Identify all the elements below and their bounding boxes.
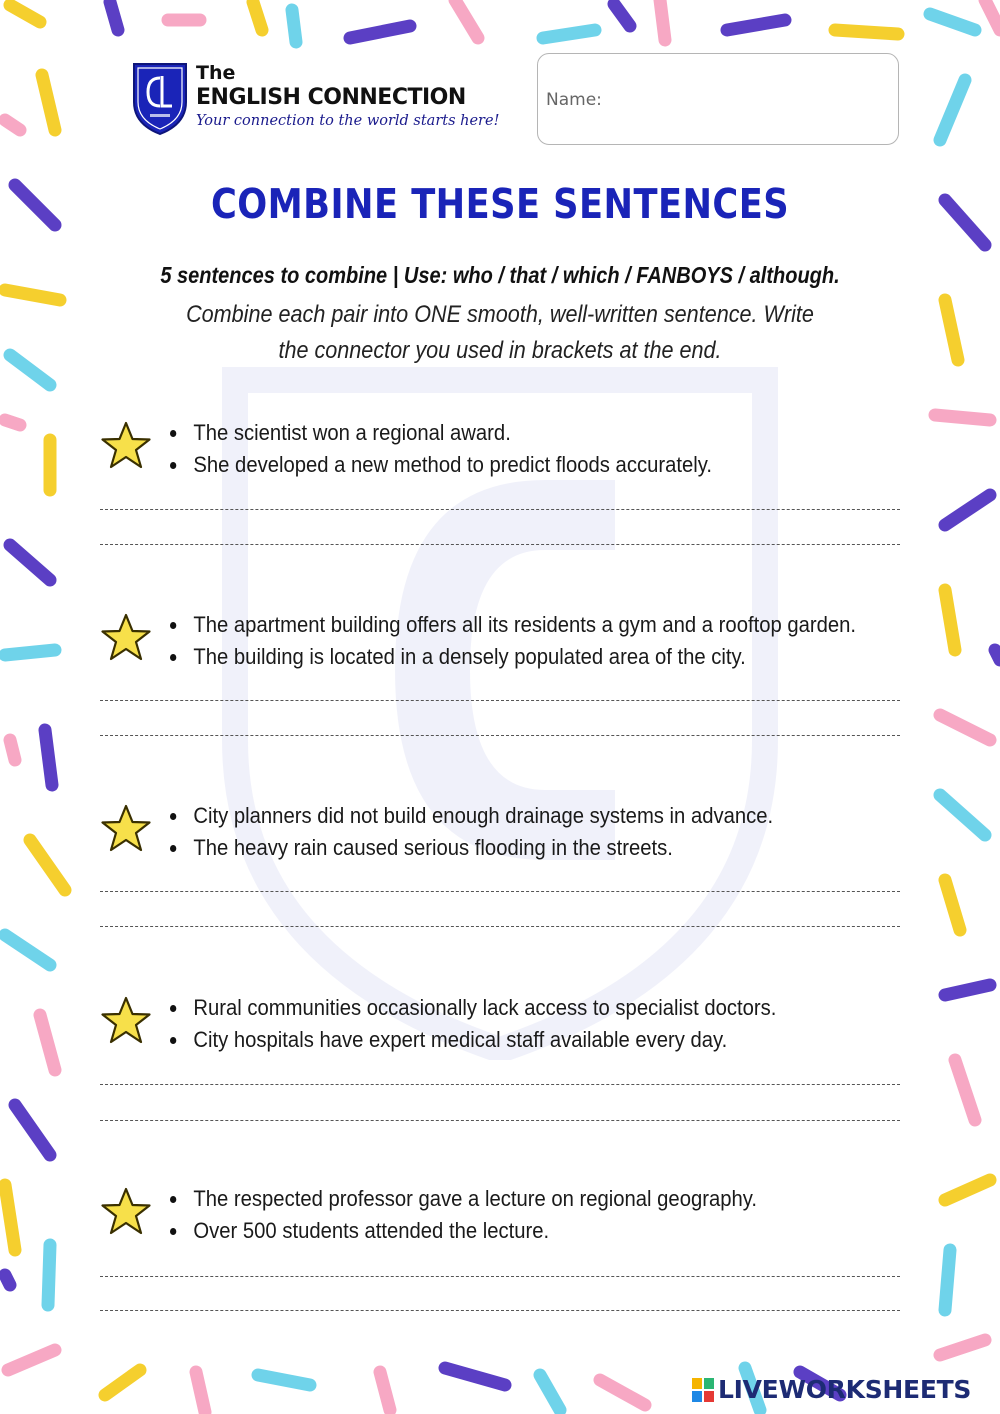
- sprinkle: [945, 200, 985, 245]
- sprinkle: [15, 185, 55, 225]
- shield-logo-icon: [132, 62, 188, 136]
- instructions-text: Combine each pair into ONE smooth, well-written sentence. Write the connector you used in brackets at the end.: [186, 301, 814, 364]
- sprinkle: [945, 985, 990, 995]
- sprinkle: [350, 26, 410, 38]
- sprinkle: [5, 935, 50, 965]
- sprinkle: [196, 1372, 205, 1412]
- liveworksheets-logo-icon: [692, 1378, 714, 1402]
- sprinkle: [940, 1340, 985, 1355]
- sentence-b: Over 500 students attended the lecture.: [170, 1215, 757, 1247]
- sprinkle: [940, 80, 965, 140]
- sprinkle: [930, 14, 975, 30]
- sprinkle: [835, 30, 898, 34]
- sprinkle: [292, 10, 296, 42]
- sprinkle: [105, 1370, 140, 1395]
- sprinkle: [940, 715, 990, 740]
- sentence-list: [170, 609, 932, 673]
- sprinkle: [5, 1275, 10, 1285]
- page-subtitle: 5 sentences to combine | Use: who / that / which / FANBOYS / although.: [160, 262, 840, 288]
- sprinkle: [15, 1105, 50, 1155]
- sentence-list: [170, 800, 840, 864]
- answer-line[interactable]: [100, 735, 900, 736]
- answer-line[interactable]: [100, 700, 900, 701]
- sentence-a: Rural communities occasionally lack access to specialist doctors.: [170, 992, 776, 1024]
- sprinkle: [10, 740, 15, 760]
- sprinkle: [10, 5, 40, 22]
- sprinkle: [5, 420, 20, 425]
- sprinkle: [985, 0, 1000, 30]
- sprinkle: [955, 1060, 975, 1120]
- sprinkle: [543, 30, 595, 38]
- liveworksheets-brand[interactable]: [692, 1375, 992, 1407]
- sprinkle: [600, 1380, 645, 1405]
- sentence-a: The respected professor gave a lecture on regional geography.: [170, 1183, 757, 1215]
- sprinkle: [380, 1372, 390, 1410]
- star-icon: [100, 996, 152, 1046]
- logo-name-text: ENGLISH CONNECTION: [196, 85, 466, 110]
- sentence-a: The scientist won a regional award.: [170, 417, 712, 449]
- star-icon: [100, 1187, 152, 1237]
- sprinkle: [253, 2, 262, 30]
- answer-line[interactable]: [100, 1084, 900, 1085]
- answer-line[interactable]: [100, 1276, 900, 1277]
- sprinkle: [995, 650, 1000, 660]
- sprinkle: [945, 590, 955, 650]
- sprinkle: [5, 650, 55, 655]
- sprinkle: [5, 120, 20, 130]
- logo-the-text: The: [196, 62, 236, 84]
- sprinkle: [42, 75, 55, 130]
- sprinkle: [45, 730, 52, 785]
- sprinkle: [30, 840, 65, 890]
- sprinkle: [8, 1350, 55, 1370]
- sprinkle: [40, 1015, 55, 1070]
- sentence-b: City hospitals have expert medical staff available every day.: [170, 1024, 776, 1056]
- star-icon: [100, 421, 152, 471]
- sentence-b: The heavy rain caused serious flooding in the streets.: [170, 832, 773, 864]
- star-icon: [100, 613, 152, 663]
- sprinkle: [727, 20, 785, 30]
- sprinkle: [258, 1375, 310, 1385]
- sentence-b: She developed a new method to predict floods accurately.: [170, 449, 712, 481]
- name-label: Name:: [546, 90, 602, 110]
- sprinkle: [945, 1250, 950, 1310]
- star-icon: [100, 804, 152, 854]
- sprinkle: [945, 495, 990, 525]
- answer-line[interactable]: [100, 891, 900, 892]
- sprinkle: [48, 1245, 50, 1305]
- sprinkle: [940, 795, 985, 835]
- answer-line[interactable]: [100, 926, 900, 927]
- brand-text: LIVEWORKSHEETS: [718, 1375, 972, 1404]
- logo-tagline: Your connection to the world starts here!: [196, 113, 500, 129]
- sprinkle: [540, 1375, 560, 1410]
- sprinkle: [455, 0, 478, 38]
- name-field[interactable]: [537, 53, 899, 145]
- sprinkle: [935, 415, 990, 420]
- sentence-list: [170, 1183, 822, 1247]
- answer-line[interactable]: [100, 544, 900, 545]
- sprinkle: [945, 300, 958, 360]
- sprinkle: [110, 2, 118, 30]
- sprinkle: [945, 880, 960, 930]
- brand-logo: [132, 62, 500, 138]
- sprinkle: [10, 545, 50, 580]
- sentence-list: [170, 992, 844, 1056]
- sprinkle: [10, 355, 50, 385]
- answer-line[interactable]: [100, 1310, 900, 1311]
- answer-line[interactable]: [100, 509, 900, 510]
- sprinkle: [614, 4, 630, 26]
- sentence-a: City planners did not build enough drainage systems in advance.: [170, 800, 773, 832]
- sprinkle: [5, 290, 60, 300]
- sentence-list: [170, 417, 772, 481]
- sprinkle: [5, 1185, 15, 1250]
- page-title: COMBINE THESE SENTENCES: [210, 180, 790, 228]
- sprinkle: [945, 1180, 990, 1200]
- sprinkle: [660, 0, 665, 40]
- sentence-a: The apartment building offers all its residents a gym and a rooftop garden.: [170, 609, 856, 641]
- answer-line[interactable]: [100, 1120, 900, 1121]
- sentence-b: The building is located in a densely populated area of the city.: [170, 641, 856, 673]
- sprinkle: [445, 1368, 505, 1385]
